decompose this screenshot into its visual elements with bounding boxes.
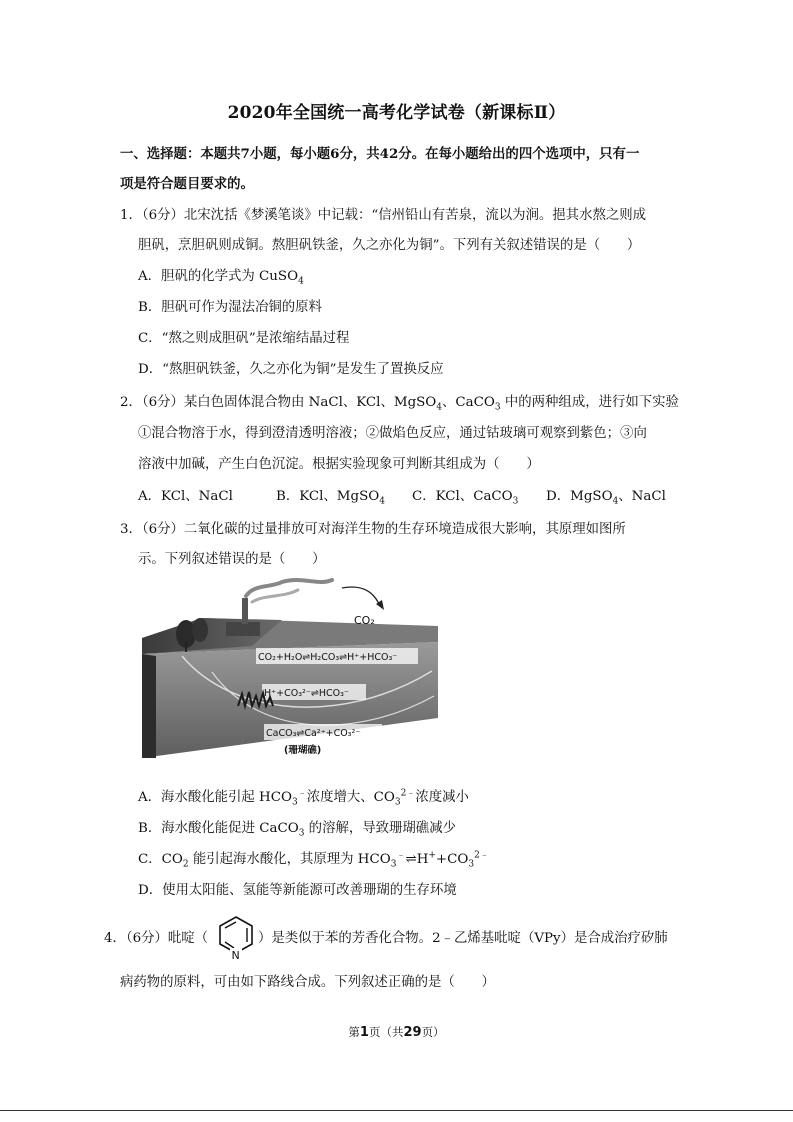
bottom-rule — [0, 1110, 793, 1111]
q3-option-d: D．使用太阳能、氢能等新能源可改善珊瑚的生存环境 — [138, 883, 457, 898]
q2-option-c: C．KCl、CaCO$_3$ — [412, 489, 519, 507]
tree-trunk — [185, 642, 187, 652]
q1-option-c: C．“熬之则成胆矾”是浓缩结晶过程 — [138, 331, 350, 346]
ocean-acidification-figure — [142, 576, 438, 758]
block-side — [142, 654, 156, 758]
page-title: 2020年全国统一高考化学试卷（新课标Ⅱ） — [227, 103, 566, 123]
q1-stem-line1: 1．（6分）北宋沈括《梦溪笔谈》中记载：“信州铅山有苦泉，流以为涧。挹其水熬之则成 — [120, 208, 647, 223]
q1-option-d: D．“熬胆矾铁釜，久之亦化为铜”是发生了置换反应 — [138, 362, 444, 377]
q1-option-b: B．胆矾可作为湿法冶铜的原料 — [138, 300, 322, 315]
q4-stem-line2: 病药物的原料，可由如下路线合成。下列叙述正确的是（ ） — [120, 975, 495, 990]
q3-option-b: B．海水酸化能促进 CaCO$_3$ 的溶解，导致珊瑚礁减少 — [138, 821, 456, 839]
factory-icon — [226, 622, 260, 636]
q2-stem-line1: 2．（6分）某白色固体混合物由 NaCl、KCl、MgSO$_4$、CaCO$_3$ 中的两种组成，进行如下实验 — [120, 395, 679, 413]
smoke-icon — [252, 590, 298, 602]
q1-stem-line2: 胆矾，烹胆矾则成铜。熬胆矾铁釜，久之亦化为铜”。下列有关叙述错误的是（ ） — [138, 238, 641, 253]
fig-co2-label: CO₂ — [354, 614, 375, 627]
fig-eq1-label: CO₂+H₂O⇌H₂CO₃⇌H⁺+HCO₃⁻ — [258, 652, 398, 663]
q2-option-d: D．MgSO$_4$、NaCl — [546, 489, 666, 507]
fig-eq2-label: H⁺+CO₃²⁻⇌HCO₃⁻ — [264, 688, 349, 699]
fig-eq3-label: CaCO₃⇌Ca²⁺+CO₃²⁻ — [266, 728, 361, 739]
fig-coral-label: (珊瑚礁) — [284, 745, 322, 756]
page-footer: 第1页（共29页） — [348, 1025, 445, 1040]
page-number: 1 — [359, 1025, 369, 1040]
q4-stem-line1-end: ）是类似于苯的芳香化合物。2﹣乙烯基吡啶（VPy）是合成治疗矽肺 — [258, 931, 668, 946]
tree-icon — [192, 618, 208, 642]
q3-option-a: A．海水酸化能引起 $HCO_3^﹣$浓度增大、$CO_3^{2﹣}$浓度减小 — [138, 788, 469, 808]
q3-stem-line2: 示。下列叙述错误的是（ ） — [138, 552, 326, 567]
chimney-icon — [242, 598, 248, 624]
total-pages: 29 — [403, 1025, 422, 1040]
pyridine-structure-icon — [216, 913, 256, 965]
q2-option-b: B．KCl、MgSO$_4$ — [276, 489, 385, 507]
q2-stem-line2: ①混合物溶于水，得到澄清透明溶液；②做焰色反应，通过钴玻璃可观察到紫色；③向 — [138, 426, 647, 441]
q1-option-a: A．胆矾的化学式为 CuSO$_4$ — [138, 269, 304, 287]
q3-option-c: C．$CO_2$ 能引起海水酸化，其原理为 $HCO_3^﹣\rightleftharpoons H^++CO_3^{2﹣}$ — [138, 850, 489, 870]
section-header-line1: 一、选择题：本题共7小题，每小题6分，共42分。在每小题给出的四个选项中，只有一 — [120, 146, 640, 162]
q3-stem-line1: 3．（6分）二氧化碳的过量排放可对海洋生物的生存环境造成很大影响，其原理如图所 — [120, 522, 626, 537]
q2-option-a: A．KCl、NaCl — [138, 489, 233, 504]
pyridine-n-label: N — [231, 949, 240, 962]
q4-stem-line1-start: 4．（6分）吡啶（ — [104, 931, 209, 946]
q2-stem-line3: 溶液中加碱，产生白色沉淀。根据实验现象可判断其组成为（ ） — [138, 457, 540, 472]
section-header-line2: 项是符合题目要求的。 — [120, 176, 254, 192]
arrow-icon — [342, 587, 380, 606]
